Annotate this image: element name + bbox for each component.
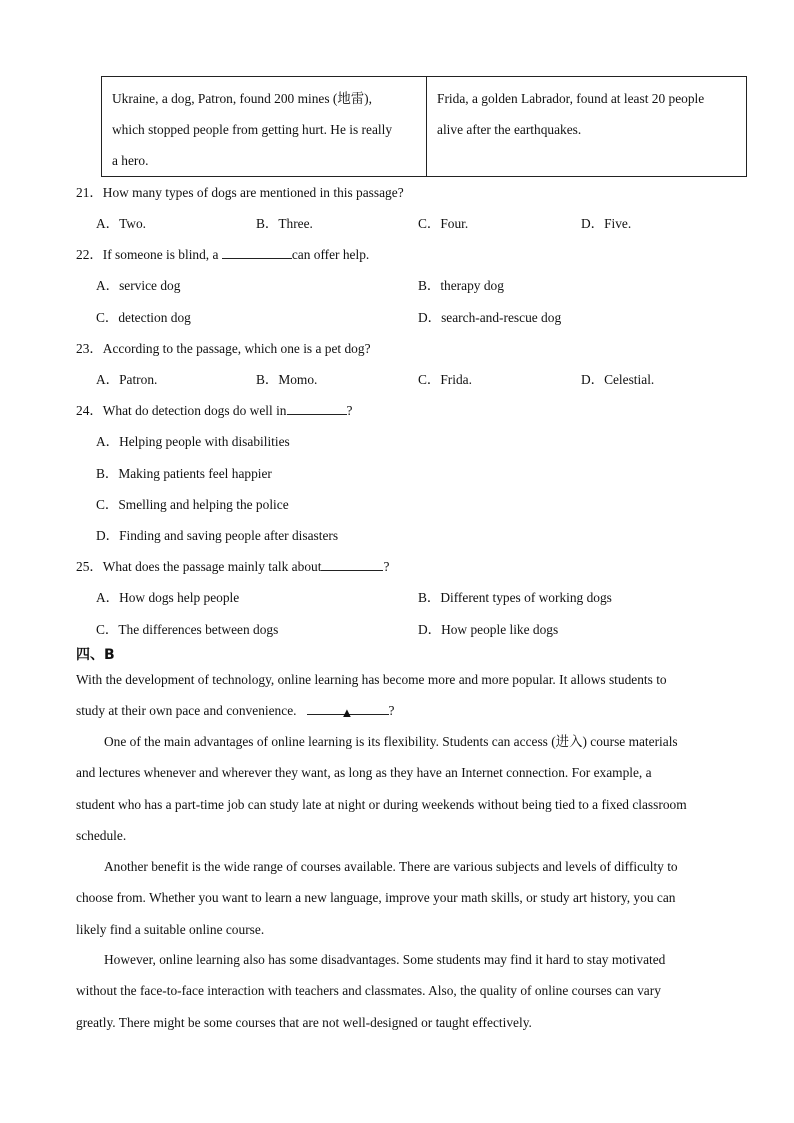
- option-letter: A．: [96, 434, 120, 449]
- option-text: detection dog: [118, 310, 191, 325]
- option-23-b[interactable]: [256, 369, 317, 388]
- passage-text: ?: [388, 703, 395, 719]
- passage-paragraph-2: [76, 851, 746, 945]
- option-letter: C．: [96, 497, 119, 512]
- question-22: [76, 244, 369, 263]
- question-text: What do detection dogs do well in: [102, 403, 287, 418]
- passage-line: likely find a suitable online course.: [76, 921, 265, 937]
- answer-blank[interactable]: [287, 403, 347, 415]
- question-number: 22．: [76, 247, 103, 262]
- option-text: therapy dog: [440, 278, 504, 293]
- question-text: ?: [383, 559, 390, 574]
- option-text: Momo.: [278, 372, 318, 387]
- passage-line: and lectures whenever and wherever they want, as long as they have an Internet connection. For example, a: [76, 765, 652, 781]
- section-heading: 四、B: [76, 647, 115, 663]
- cell-line: which stopped people from getting hurt. He is really: [112, 122, 393, 137]
- option-letter: D．: [96, 528, 120, 543]
- triangle-icon: ▲: [340, 705, 354, 721]
- option-25-a[interactable]: [96, 587, 239, 606]
- option-letter: C．: [418, 216, 441, 231]
- question-text: How many types of dogs are mentioned in this passage?: [102, 185, 404, 200]
- option-text: Five.: [604, 216, 632, 231]
- option-22-c[interactable]: [96, 307, 191, 326]
- passage-line: without the face-to-face interaction with teachers and classmates. Also, the quality of online courses can vary: [76, 983, 661, 999]
- option-letter: B．: [418, 590, 441, 605]
- cell-line: Ukraine, a dog, Patron, found 200 mines (地雷),: [112, 91, 372, 106]
- option-text: Helping people with disabilities: [119, 434, 290, 449]
- question-text: According to the passage, which one is a pet dog?: [102, 341, 371, 356]
- option-text: Four.: [440, 216, 469, 231]
- option-letter: D．: [581, 372, 605, 387]
- option-letter: B．: [256, 216, 279, 231]
- option-letter: B．: [96, 466, 119, 481]
- answer-blank[interactable]: [222, 247, 292, 259]
- option-text: Finding and saving people after disasters: [119, 528, 339, 543]
- passage-intro: [76, 664, 746, 727]
- option-24-c[interactable]: [96, 494, 289, 513]
- option-23-d[interactable]: [581, 369, 654, 388]
- option-24-d[interactable]: [96, 525, 338, 544]
- option-letter: C．: [96, 622, 119, 637]
- option-text: Celestial.: [604, 372, 655, 387]
- answer-blank[interactable]: [321, 559, 383, 571]
- option-21-a[interactable]: [96, 213, 146, 232]
- question-number: 25．: [76, 559, 103, 574]
- option-text: Three.: [278, 216, 313, 231]
- option-text: How dogs help people: [119, 590, 240, 605]
- table-cell-frida: [427, 77, 747, 177]
- option-letter: A．: [96, 278, 120, 293]
- option-22-b[interactable]: [418, 275, 504, 294]
- question-23: [76, 338, 371, 357]
- option-text: Frida.: [440, 372, 472, 387]
- passage-line: Another benefit is the wide range of courses available. There are various subjects and levels of difficulty to: [104, 859, 678, 874]
- option-letter: A．: [96, 590, 120, 605]
- passage-paragraph-3: [76, 944, 746, 1038]
- cell-line: alive after the earthquakes.: [437, 122, 582, 137]
- option-25-b[interactable]: [418, 587, 612, 606]
- passage-line: One of the main advantages of online learning is its flexibility. Students can access (进入) course materials: [104, 734, 678, 749]
- passage-line: greatly. There might be some courses that are not well-designed or taught effectively.: [76, 1014, 532, 1030]
- question-text: What does the passage mainly talk about: [102, 559, 322, 574]
- option-letter: A．: [96, 372, 120, 387]
- option-25-d[interactable]: [418, 619, 558, 638]
- question-text: If someone is blind, a: [102, 247, 219, 262]
- question-24: [76, 400, 352, 419]
- option-text: Smelling and helping the police: [118, 497, 289, 512]
- option-text: search-and-rescue dog: [441, 310, 562, 325]
- question-number: 24．: [76, 403, 103, 418]
- cell-line: Frida, a golden Labrador, found at least 20 people: [437, 91, 705, 106]
- question-number: 23．: [76, 341, 103, 356]
- option-21-d[interactable]: [581, 213, 631, 232]
- option-text: Different types of working dogs: [440, 590, 612, 605]
- passage-line: student who has a part-time job can study late at night or during weekends without being tied to a fixed classroom: [76, 796, 687, 812]
- answer-blank[interactable]: [307, 703, 389, 721]
- cell-line: a hero.: [112, 153, 149, 168]
- option-text: Two.: [119, 216, 147, 231]
- option-letter: D．: [418, 622, 442, 637]
- question-text: can offer help.: [291, 247, 370, 262]
- option-text: Patron.: [119, 372, 158, 387]
- info-table: [101, 76, 747, 177]
- option-text: service dog: [119, 278, 181, 293]
- passage-line: [76, 695, 746, 726]
- passage-line: However, online learning also has some disadvantages. Some students may find it hard to stay motivated: [104, 952, 666, 967]
- option-text: The differences between dogs: [118, 622, 279, 637]
- question-25: [76, 556, 389, 575]
- table-cell-patron: [102, 77, 427, 177]
- passage-paragraph-1: [76, 726, 746, 851]
- option-letter: D．: [418, 310, 442, 325]
- option-letter: C．: [418, 372, 441, 387]
- option-letter: C．: [96, 310, 119, 325]
- question-text: ?: [346, 403, 353, 418]
- option-21-b[interactable]: [256, 213, 313, 232]
- option-23-a[interactable]: [96, 369, 157, 388]
- passage-line: choose from. Whether you want to learn a new language, improve your math skills, or study art history, you can: [76, 890, 676, 906]
- option-letter: A．: [96, 216, 120, 231]
- passage-line: With the development of technology, online learning has become more and more popular. It allows students to: [76, 672, 667, 687]
- option-24-a[interactable]: [96, 431, 290, 450]
- passage-line: schedule.: [76, 827, 127, 843]
- option-letter: D．: [581, 216, 605, 231]
- option-text: Making patients feel happier: [118, 466, 272, 481]
- question-21: [76, 182, 404, 201]
- option-21-c[interactable]: [418, 213, 468, 232]
- option-letter: B．: [418, 278, 441, 293]
- option-text: How people like dogs: [441, 622, 559, 637]
- option-25-c[interactable]: [96, 619, 278, 638]
- option-22-a[interactable]: [96, 275, 180, 294]
- option-23-c[interactable]: [418, 369, 472, 388]
- option-24-b[interactable]: [96, 463, 272, 482]
- option-letter: B．: [256, 372, 279, 387]
- question-number: 21．: [76, 185, 103, 200]
- passage-text: study at their own pace and convenience.: [76, 703, 297, 719]
- option-22-d[interactable]: [418, 307, 561, 326]
